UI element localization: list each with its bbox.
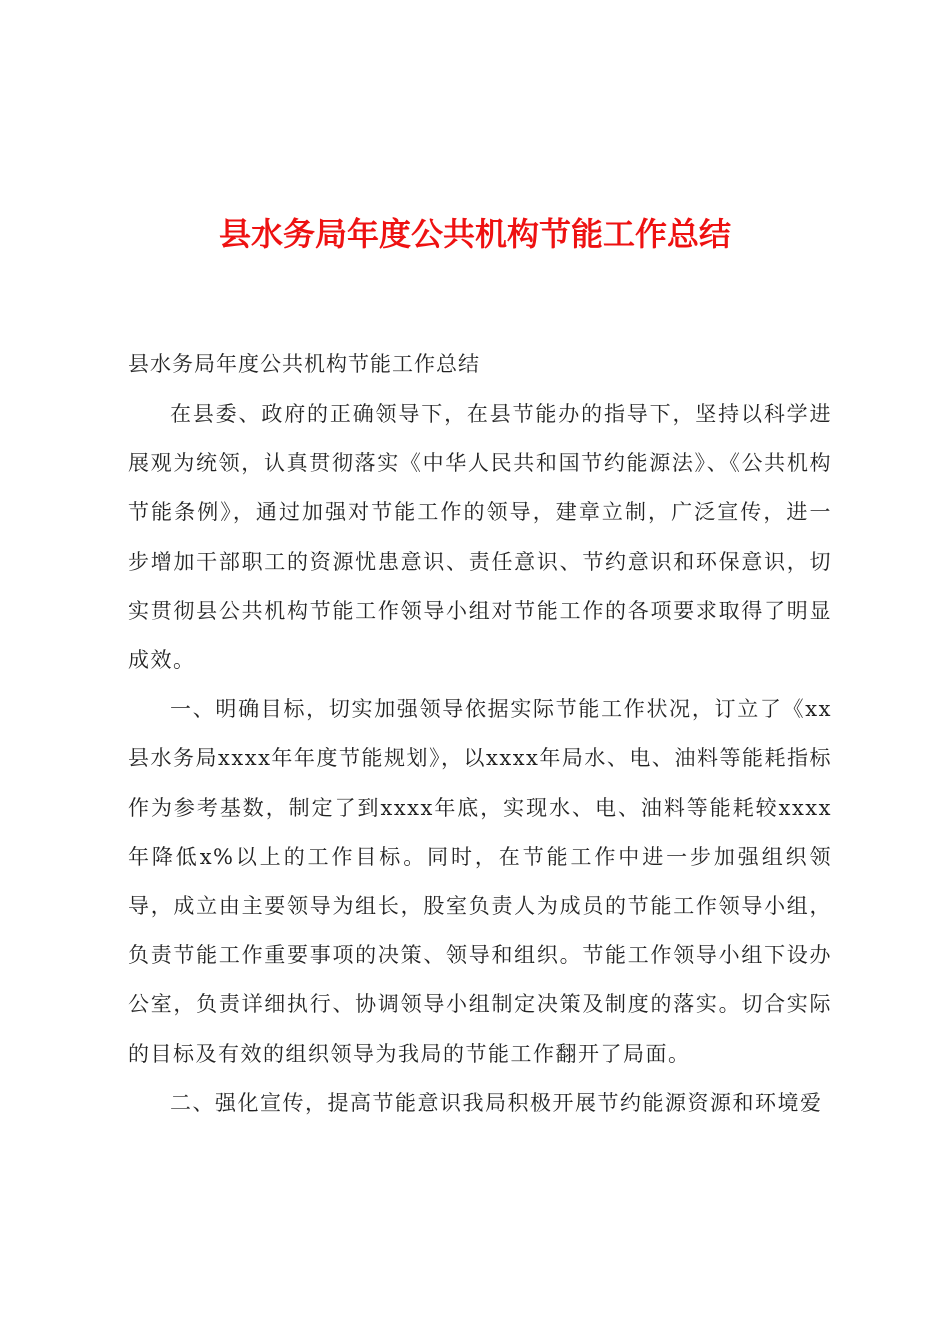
document-title: 县水务局年度公共机构节能工作总结 xyxy=(218,215,731,253)
document-body xyxy=(128,340,832,1128)
paragraph-intro: 在县委、政府的正确领导下，在县节能办的指导下，坚持以科学进展观为统领，认真贯彻落实《中华人民共和国节约能源法》、《公共机构节能条例》，通过加强对节能工作的领导，建章立制，广泛宣传，进一步增加干部职工的资源忧患意识、责任意识、节约意识和环保意识，切实贯彻县公共机构节能工作领导小组对节能工作的各项要求取得了明显成效。 xyxy=(128,402,832,673)
document-subtitle: 县水务局年度公共机构节能工作总结 xyxy=(128,352,480,376)
paragraph-section-2: 二、强化宣传，提高节能意识我局积极开展节约能源资源和环境爱 xyxy=(170,1090,823,1115)
paragraph-section-1: 一、明确目标，切实加强领导依据实际节能工作状况，订立了《xx县水务局xxxx年年度节能规划》，以xxxx年局水、电、油料等能耗指标作为参考基数，制定了到xxxx年底，实现水、电、油料等能耗较xxxx年降低x%以上的工作目标。同时，在节能工作中进一步加强组织领导，成立由主要领导为组长，股室负责人为成员的节能工作领导小组，负责节能工作重要事项的决策、领导和组织。节能工作领导小组下设办公室，负责详细执行、协调领导小组制定决策及制度的落实。切合实际的目标及有效的组织领导为我局的节能工作翻开了局面。 xyxy=(128,697,832,1066)
